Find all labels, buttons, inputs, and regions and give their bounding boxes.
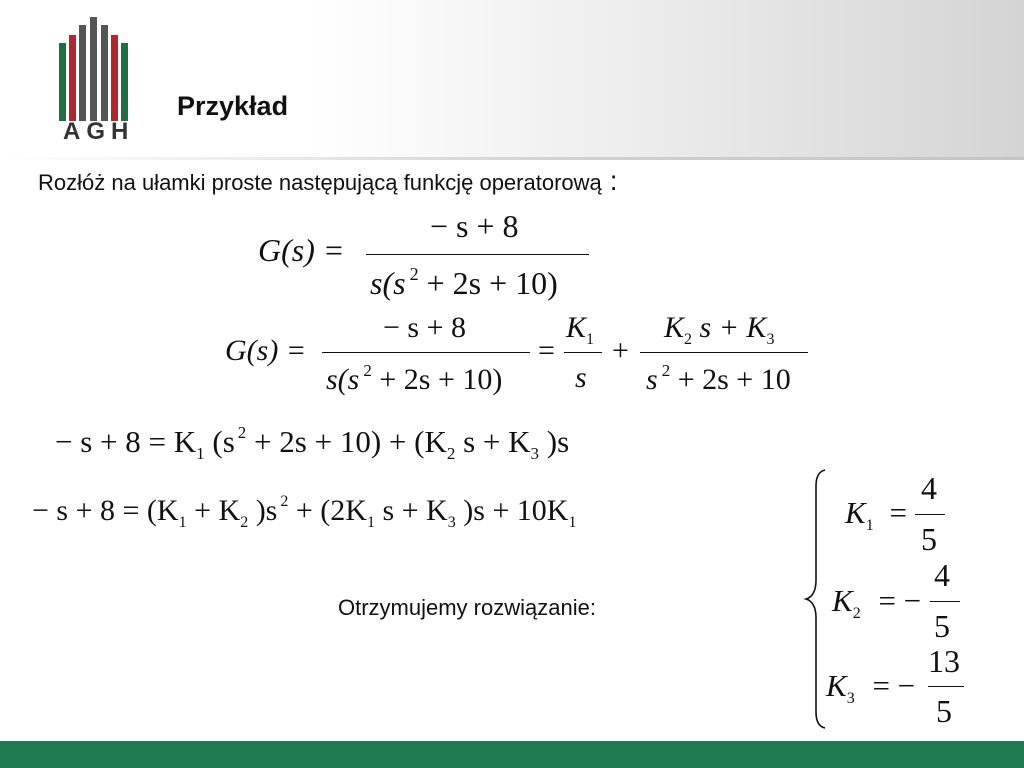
k2-label [832, 583, 921, 623]
eq2-k1-var: K [566, 311, 587, 344]
eq2-f3-denominator [646, 361, 791, 397]
eq3-part-5: )s [546, 424, 570, 459]
eq4-sub-5: 1 [568, 514, 577, 531]
eq1-numerator: − s + 8 [430, 208, 519, 244]
k3-label [826, 668, 915, 708]
eq2-f3-sub3: 3 [766, 331, 775, 348]
k1-label [845, 495, 907, 535]
k1-equals: = [889, 495, 907, 530]
equation-3 [55, 423, 569, 464]
eq4-sub-3: 1 [366, 514, 375, 531]
k1-sub: 1 [865, 517, 874, 535]
eq2-numerator: − s + 8 [383, 311, 467, 344]
eq2-f3-den-rest: + 2s + 10 [677, 363, 791, 396]
intro-text [38, 165, 618, 197]
eq1-den-a: s(s [370, 265, 406, 301]
k2-equals: = − [878, 583, 922, 618]
eq3-exp-1: 2 [237, 423, 247, 442]
eq2-k1-numerator [566, 311, 594, 349]
eq1-denominator [370, 264, 558, 302]
eq2-fraction-line-3 [640, 352, 808, 353]
k3-numerator: 13 [928, 643, 960, 679]
k3-denominator: 5 [936, 693, 952, 729]
eq3-part-2: (s [212, 424, 235, 459]
eq4-exp-1: 2 [280, 493, 289, 510]
equation-4 [32, 493, 576, 532]
k1-denominator: 5 [921, 521, 937, 557]
k2-var: K [832, 583, 853, 618]
eq2-den-b: + 2s + 10) [379, 363, 503, 396]
eq2-f3-mid: s + K [699, 311, 767, 344]
eq2-fraction-line-2 [564, 352, 602, 353]
slide-title: Przykład [177, 91, 289, 121]
k2-fraction-line [930, 601, 960, 602]
footer-bar [0, 741, 1024, 768]
eq2-f3-den-exp: 2 [661, 361, 671, 380]
header-band [0, 0, 1024, 160]
eq2-denominator [326, 361, 502, 397]
eq4-part-2: + K [194, 494, 241, 527]
eq1-fraction-line [366, 254, 589, 255]
eq4-part-5: s + K [382, 494, 448, 527]
k2-denominator: 5 [934, 608, 950, 644]
intro-colon: : [609, 165, 618, 196]
eq2-lhs: G(s) = [225, 334, 307, 367]
result-label: Otrzymujemy rozwiązanie: [338, 595, 596, 620]
k1-var: K [845, 495, 866, 530]
eq4-part-4: + (2K [295, 494, 367, 527]
eq3-sub-3: 3 [530, 444, 540, 464]
eq3-sub-2: 2 [446, 444, 456, 464]
k2-sub: 2 [852, 605, 861, 623]
eq4-part-1: − s + 8 = (K [32, 494, 179, 527]
k3-fraction-line [928, 686, 964, 687]
eq2-f3-numerator [664, 311, 774, 349]
k1-fraction-line [915, 514, 945, 515]
eq1-den-exp: 2 [409, 264, 419, 284]
k3-var: K [826, 668, 847, 703]
eq4-sub-4: 3 [447, 514, 456, 531]
eq4-part-3: )s [255, 494, 278, 527]
k3-sub: 3 [846, 690, 855, 708]
eq4-sub-1: 1 [178, 514, 187, 531]
eq2-equals: = [538, 334, 555, 367]
eq2-f3-den-s: s [646, 363, 658, 396]
eq1-lhs: G(s) = [258, 232, 345, 268]
eq3-sub-1: 1 [196, 444, 205, 464]
eq2-den-exp: 2 [363, 361, 372, 380]
eq2-f3-sub2: 2 [684, 331, 693, 348]
eq2-k1-sub: 1 [586, 331, 595, 348]
eq2-den-a: s(s [326, 363, 360, 396]
eq2-fraction-line-1 [322, 352, 530, 353]
k1-numerator: 4 [921, 470, 937, 506]
eq4-sub-2: 2 [240, 514, 249, 531]
eq2-f3-k2: K [664, 311, 685, 344]
logo-text: AGH [63, 118, 135, 145]
eq3-part-1: − s + 8 = K [55, 424, 197, 459]
eq1-den-b: + 2s + 10) [426, 265, 558, 301]
eq2-plus: + [612, 334, 629, 367]
eq3-part-3: + 2s + 10) + (K [254, 424, 447, 459]
k2-numerator: 4 [934, 557, 950, 593]
k3-equals: = − [872, 668, 916, 703]
eq4-part-6: )s + 10K [463, 494, 569, 527]
intro-sentence: Rozłóż na ułamki proste następującą funkcję operatorową [38, 170, 602, 195]
eq2-k1-denominator: s [575, 361, 587, 394]
eq3-part-4: s + K [463, 424, 531, 459]
